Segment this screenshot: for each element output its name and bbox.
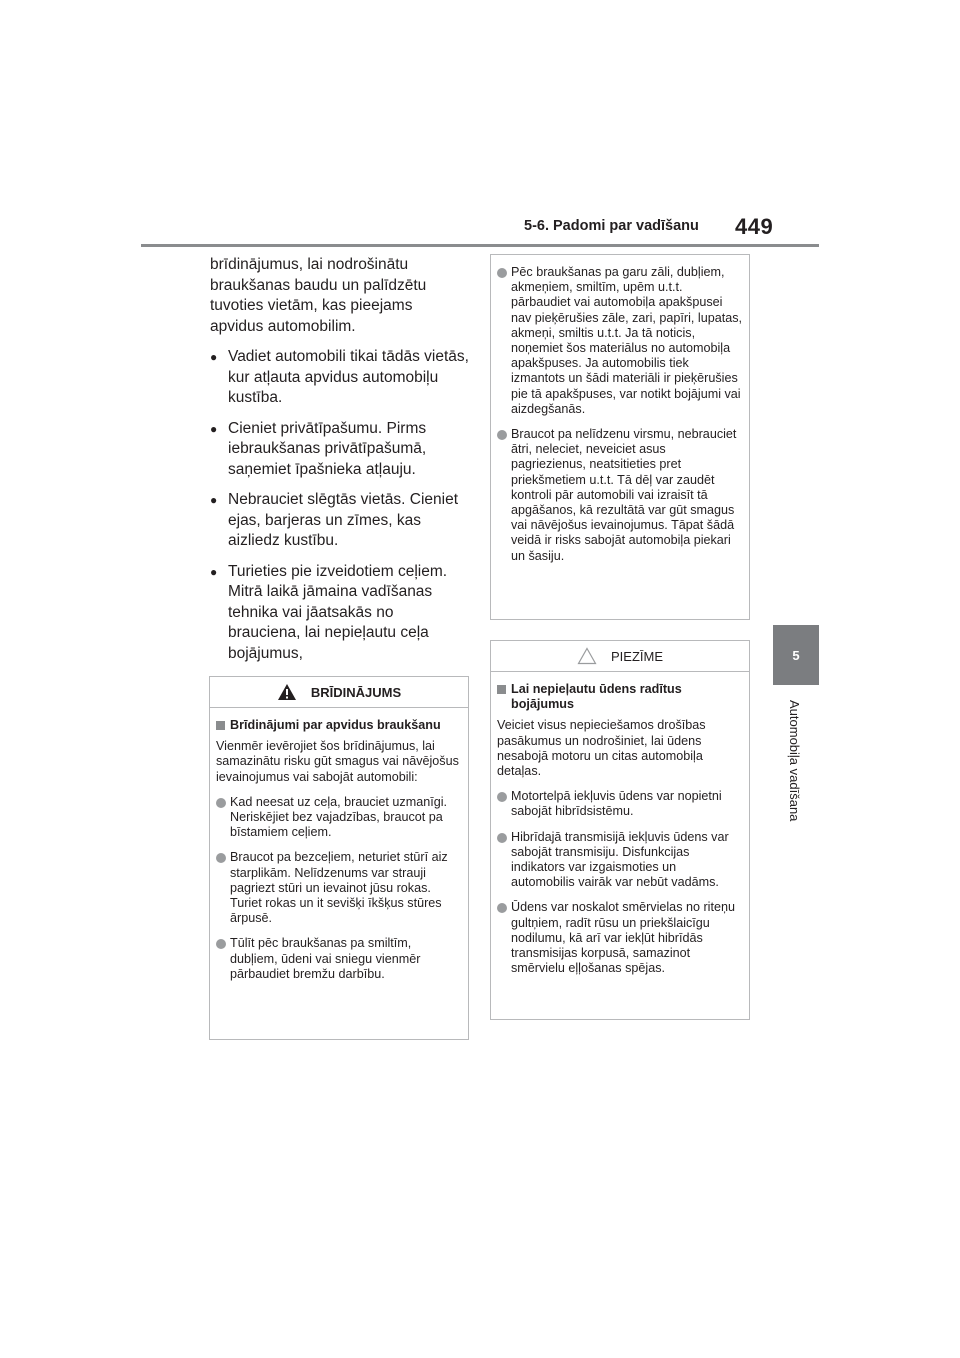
warning-paragraph: Vienmēr ievērojiet šos brīdinājumus, lai samazinātu risku gūt smagus vai nāvējošus ievainojumus vai sabojāt automobili: bbox=[216, 739, 459, 784]
notice-title: PIEZĪME bbox=[610, 648, 663, 664]
list-item: ● Vadiet automobili tikai tādās vietās, kur atļauta apvidus automobiļu kustība. bbox=[210, 347, 470, 409]
chapter-label: Automobiļa vadīšana bbox=[787, 700, 802, 822]
intro-paragraph: brīdinājumus, lai nodrošinātu braukšanas baudu un palīdzētu tuvoties vietām, kas pieejams apvidus automobilim. bbox=[210, 256, 427, 335]
list-item: Motortelpā iekļuvis ūdens var nopietni sabojāt hibrīdsistēmu. bbox=[497, 789, 743, 819]
chapter-tab[interactable]: 5 bbox=[773, 625, 819, 685]
list-item: Ūdens var noskalot smērvielas no riteņu gultņiem, radīt rūsu un priekšlaicīgu nodilumu, kā arī var iekļūt hibrīdās transmisijas korpusā, samazinot smērvielu eļļošanas spējas. bbox=[497, 900, 743, 976]
list-item: Braucot pa bezceļiem, neturiet stūrī aiz starplikām. Nelīdzenums var strauji pagriezt stūri un ievainot jūsu rokas. Turiet rokas un it sevišķi īkšķus stūres ārpusē. bbox=[216, 850, 462, 926]
notice-header bbox=[491, 641, 749, 672]
list-item: Pēc braukšanas pa garu zāli, dubļiem, akmeņiem, smiltīm, upēm u.t.t. pārbaudiet vai automobiļa apakšpusei nav pieķērušies zāle, zari, papīri, lupatas, akmeņi, smiltis u.t.t. Ja tā noticis, noņemiet šos materiālus no automobiļa apakšpuses. Ja automobilis tiek izmantots un šādi materiāli ir pieķērušies pie tā apakšpuses, var notikt bojājumi vai aizdegšanās. bbox=[497, 265, 743, 417]
header-divider bbox=[141, 244, 819, 247]
caution-triangle-icon bbox=[577, 647, 597, 665]
list-item: Kad neesat uz ceļa, brauciet uzmanīgi. Neriskējiet bez vajadzības, braucot pa bīstamiem ceļiem. bbox=[216, 795, 462, 841]
notice-box bbox=[490, 640, 750, 1020]
warning-box bbox=[209, 676, 469, 1040]
section-title: 5-6. Padomi par vadīšanu bbox=[524, 218, 699, 234]
list-item: ● Turieties pie izveidotiem ceļiem. Mitrā laikā jāmaina vadīšanas tehnika vai jāatsakās no brauciena, lai nepieļautu ceļa bojājumus, bbox=[210, 562, 470, 665]
notice-paragraph: Veiciet visus nepieciešamos drošības pasākumus un nodrošiniet, lai ūdens nesabojā motoru un citas automobiļa detaļas. bbox=[497, 718, 706, 779]
warning-heading: Brīdinājumi par apvidus braukšanu bbox=[216, 718, 462, 733]
main-text-column bbox=[210, 255, 470, 664]
list-item: Braucot pa nelīdzenu virsmu, nebrauciet ātri, neleciet, neveiciet asus pagriezienus, neatsitieties pret priekšmetiem u.t.t. Tā dēļ var zaudēt kontroli pār automobili vai izraisīt tā apgāšanos, kā rezultātā var gūt smagus vai nāvējošus ievainojumus. Tāpat šādā veidā ir risks sabojāt automobiļa piekari un šasiju. bbox=[497, 427, 743, 564]
warning-continued-box bbox=[490, 254, 750, 620]
warning-triangle-icon bbox=[277, 683, 297, 701]
list-item: Hibrīdajā transmisijā iekļuvis ūdens var sabojāt transmisiju. Disfunkcijas indikators var izgaismoties un automobilis vairāk var nebūt vadāms. bbox=[497, 830, 743, 891]
notice-heading: Lai nepieļautu ūdens radītus bojājumus bbox=[497, 682, 743, 712]
list-item: ● Cieniet privātīpašumu. Pirms iebraukšanas privātīpašumā, saņemiet īpašnieka atļauju. bbox=[210, 419, 470, 481]
list-item: ● Nebrauciet slēgtās vietās. Cieniet ejas, barjeras un zīmes, kas aizliedz kustību. bbox=[210, 490, 470, 552]
warning-header bbox=[210, 677, 468, 708]
page-number: 449 bbox=[735, 214, 774, 239]
list-item: Tūlīt pēc braukšanas pa smiltīm, dubļiem, ūdeni vai sniegu vienmēr pārbaudiet bremžu darbību. bbox=[216, 936, 462, 982]
warning-title: BRĪDINĀJUMS bbox=[310, 684, 402, 700]
